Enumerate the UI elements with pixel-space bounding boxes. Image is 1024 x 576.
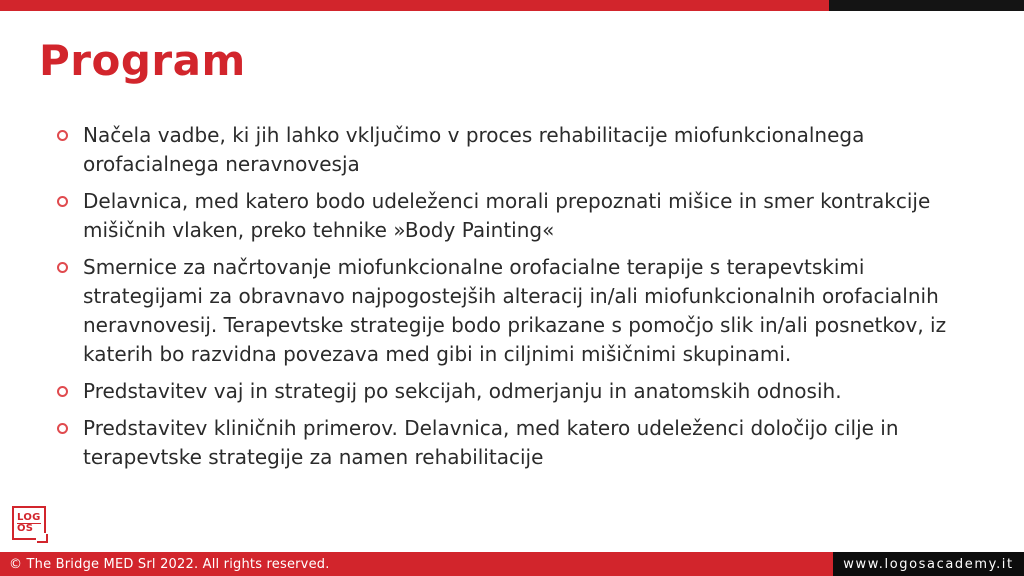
website-bar xyxy=(833,552,1024,576)
bullet-circle-icon xyxy=(57,262,68,273)
bullet-text: Predstavitev kliničnih primerov. Delavnica, med katero udeleženci določijo cilje in terapevtske strategije za namen rehabilitacije xyxy=(83,416,899,469)
page-title: Program xyxy=(39,36,246,85)
list-item xyxy=(57,414,967,472)
bullet-circle-icon xyxy=(57,130,68,141)
bullet-text: Predstavitev vaj in strategij po sekcijah, odmerjanju in anatomskih odnosih. xyxy=(83,379,842,403)
copyright-bar xyxy=(0,552,833,576)
bullet-text: Delavnica, med katero bodo udeleženci morali prepoznati mišice in smer kontrakcije mišičnih vlaken, preko tehnike »Body Painting« xyxy=(83,189,931,242)
bullet-list xyxy=(57,121,967,472)
list-item xyxy=(57,377,967,406)
website-text: www.logosacademy.it xyxy=(843,556,1014,572)
copyright-text: © The Bridge MED Srl 2022. All rights reserved. xyxy=(9,556,330,572)
list-item xyxy=(57,187,967,245)
top-bar-black-segment xyxy=(829,0,1024,11)
bullet-text: Smernice za načrtovanje miofunkcionalne orofacialne terapije s terapevtskimi strategijami za obravnavo najpogostejših alteracij in/ali miofunkcionalnih orofacialnih neravnovesij. Terapevtske strategije bodo prikazane s pomočjo slik in/ali posnetkov, iz katerih bo razvidna povezava med gibi in ciljnimi mišičnimi skupinami. xyxy=(83,255,947,366)
logo-box-icon xyxy=(12,506,46,540)
list-item xyxy=(57,121,967,179)
bullet-circle-icon xyxy=(57,386,68,397)
logos-logo xyxy=(12,506,46,540)
bullet-circle-icon xyxy=(57,423,68,434)
bullet-text: Načela vadbe, ki jih lahko vključimo v proces rehabilitacije miofunkcionalnega orofacialnega neravnovesja xyxy=(83,123,865,176)
logo-text-bottom: OS xyxy=(17,522,34,534)
logo-corner-step xyxy=(46,534,49,543)
top-bar-red-segment xyxy=(0,0,829,11)
list-item xyxy=(57,253,967,369)
logo-text-top: LOG xyxy=(17,511,41,523)
top-bar xyxy=(0,0,1024,11)
bullet-circle-icon xyxy=(57,196,68,207)
footer-bar xyxy=(0,552,1024,576)
